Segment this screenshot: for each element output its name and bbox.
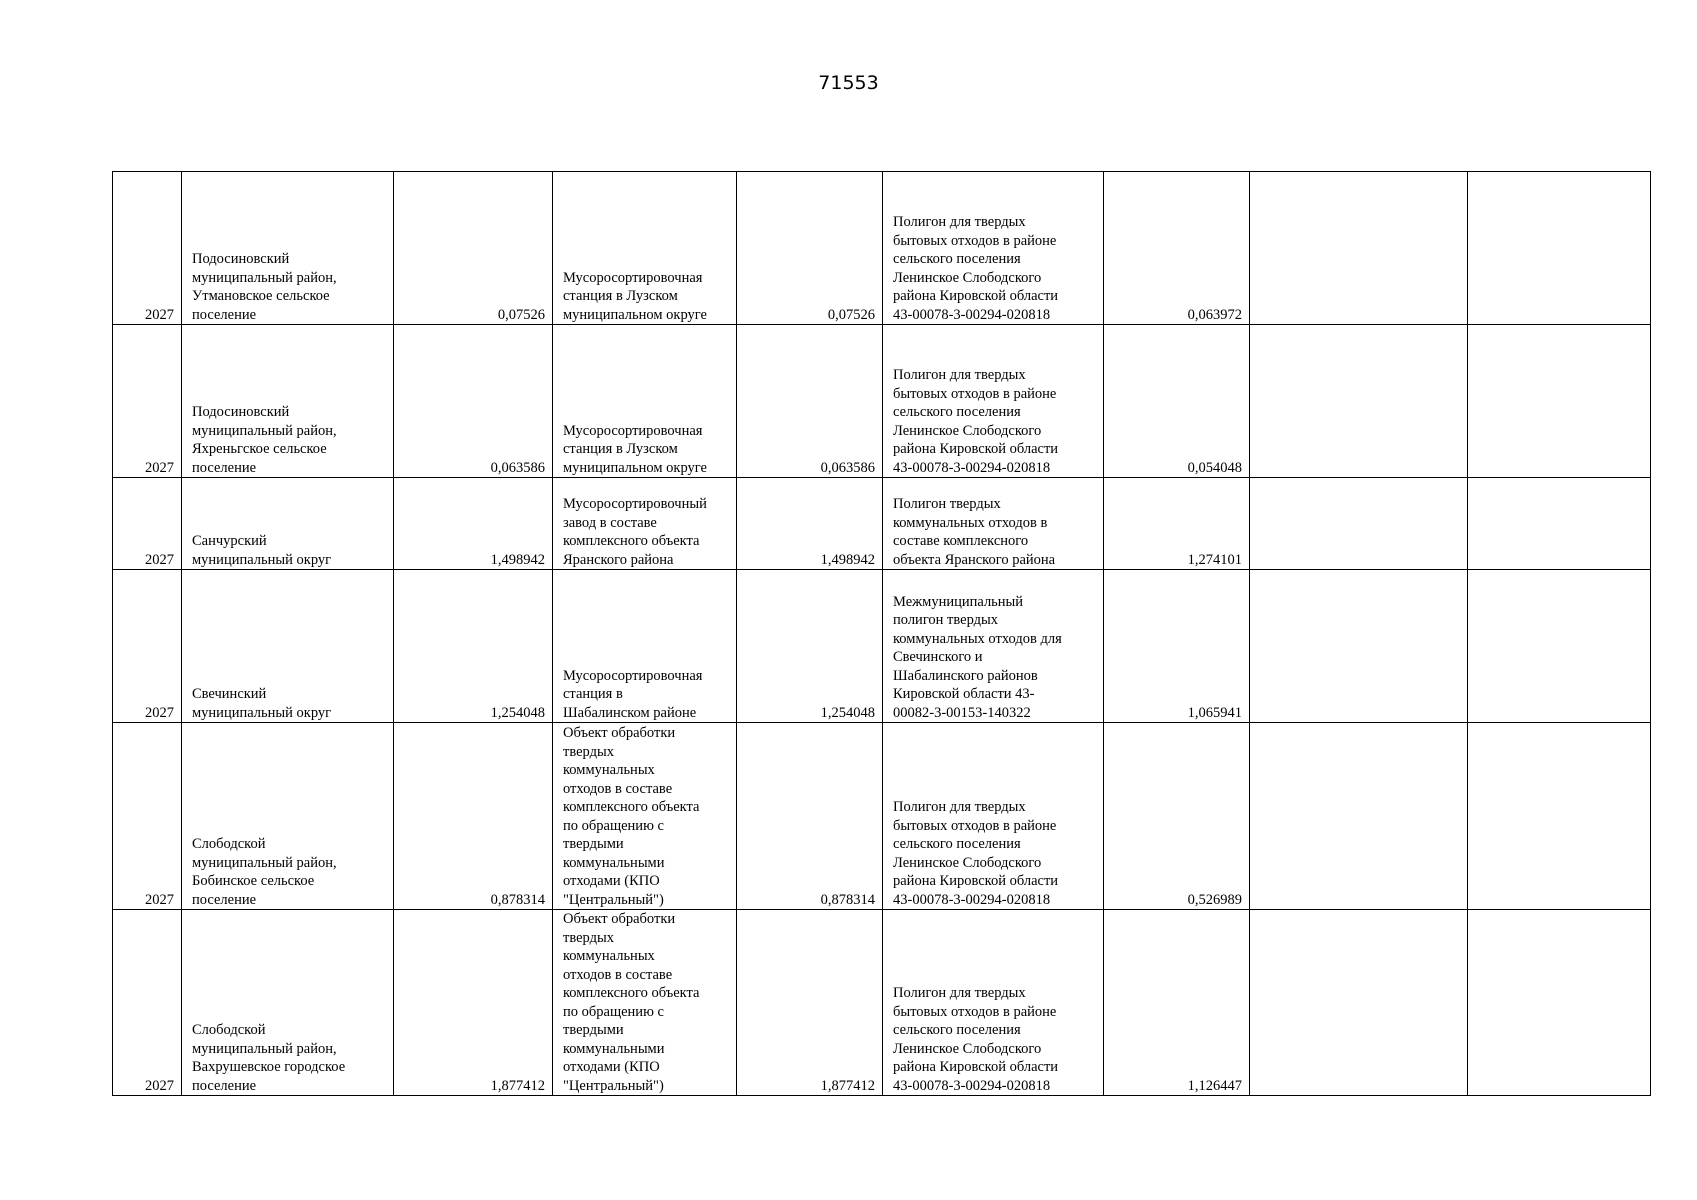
empty-cell: [1468, 172, 1651, 325]
destination-cell: Полигон твердых коммунальных отходов в составе комплексного объекта Яранского района: [883, 478, 1104, 570]
year-cell: 2027: [113, 723, 182, 910]
destination-volume-cell: 0,526989: [1104, 723, 1250, 910]
destination-volume-cell: 0,063972: [1104, 172, 1250, 325]
empty-cell: [1250, 723, 1468, 910]
territory-cell: Свечинский муниципальный округ: [182, 570, 394, 723]
year-cell: 2027: [113, 478, 182, 570]
empty-cell: [1250, 910, 1468, 1096]
destination-volume-cell: 1,126447: [1104, 910, 1250, 1096]
destination-cell: Полигон для твердых бытовых отходов в районе сельского поселения Ленинское Слободского района Кировской области 43-00078-3-00294-020818: [883, 325, 1104, 478]
destination-volume-cell: 1,065941: [1104, 570, 1250, 723]
waste-flow-table: [112, 171, 1651, 1096]
empty-cell: [1468, 723, 1651, 910]
destination-cell: Межмуниципальный полигон твердых коммунальных отходов для Свечинского и Шабалинского районов Кировской области 43- 00082-3-00153-140322: [883, 570, 1104, 723]
table-row: [113, 478, 1651, 570]
table-row: [113, 570, 1651, 723]
empty-cell: [1250, 172, 1468, 325]
destination-cell: Полигон для твердых бытовых отходов в районе сельского поселения Ленинское Слободского района Кировской области 43-00078-3-00294-020818: [883, 723, 1104, 910]
year-cell: 2027: [113, 325, 182, 478]
territory-cell: Подосиновский муниципальный район, Яхреньгское сельское поселение: [182, 325, 394, 478]
facility-volume-cell: 0,07526: [737, 172, 883, 325]
facility-cell: Мусоросортировочная станция в Лузском муниципальном округе: [553, 172, 737, 325]
territory-cell: Санчурский муниципальный округ: [182, 478, 394, 570]
facility-volume-cell: 1,254048: [737, 570, 883, 723]
volume-cell: 0,063586: [394, 325, 553, 478]
destination-volume-cell: 0,054048: [1104, 325, 1250, 478]
facility-volume-cell: 1,877412: [737, 910, 883, 1096]
destination-volume-cell: 1,274101: [1104, 478, 1250, 570]
facility-volume-cell: 1,498942: [737, 478, 883, 570]
destination-cell: Полигон для твердых бытовых отходов в районе сельского поселения Ленинское Слободского района Кировской области 43-00078-3-00294-020818: [883, 910, 1104, 1096]
volume-cell: 1,254048: [394, 570, 553, 723]
territory-cell: Подосиновский муниципальный район, Утмановское сельское поселение: [182, 172, 394, 325]
facility-cell: Мусоросортировочный завод в составе комплексного объекта Яранского района: [553, 478, 737, 570]
territory-cell: Слободской муниципальный район, Вахрушевское городское поселение: [182, 910, 394, 1096]
year-cell: 2027: [113, 172, 182, 325]
year-cell: 2027: [113, 910, 182, 1096]
empty-cell: [1468, 325, 1651, 478]
facility-volume-cell: 0,878314: [737, 723, 883, 910]
volume-cell: 1,877412: [394, 910, 553, 1096]
facility-cell: Объект обработки твердых коммунальных отходов в составе комплексного объекта по обращению с твердыми коммунальными отходами (КПО "Центральный"): [553, 910, 737, 1096]
table-row: [113, 723, 1651, 910]
facility-cell: Мусоросортировочная станция в Лузском муниципальном округе: [553, 325, 737, 478]
empty-cell: [1468, 478, 1651, 570]
empty-cell: [1250, 478, 1468, 570]
table-row: [113, 172, 1651, 325]
territory-cell: Слободской муниципальный район, Бобинское сельское поселение: [182, 723, 394, 910]
facility-cell: Мусоросортировочная станция в Шабалинском районе: [553, 570, 737, 723]
table-row: [113, 325, 1651, 478]
facility-volume-cell: 0,063586: [737, 325, 883, 478]
volume-cell: 1,498942: [394, 478, 553, 570]
table-row: [113, 910, 1651, 1096]
empty-cell: [1468, 910, 1651, 1096]
facility-cell: Объект обработки твердых коммунальных отходов в составе комплексного объекта по обращению с твердыми коммунальными отходами (КПО "Центральный"): [553, 723, 737, 910]
year-cell: 2027: [113, 570, 182, 723]
volume-cell: 0,07526: [394, 172, 553, 325]
volume-cell: 0,878314: [394, 723, 553, 910]
empty-cell: [1250, 570, 1468, 723]
table-body: [113, 172, 1651, 1096]
empty-cell: [1250, 325, 1468, 478]
empty-cell: [1468, 570, 1651, 723]
destination-cell: Полигон для твердых бытовых отходов в районе сельского поселения Ленинское Слободского района Кировской области 43-00078-3-00294-020818: [883, 172, 1104, 325]
page-number: 71553: [818, 72, 879, 94]
